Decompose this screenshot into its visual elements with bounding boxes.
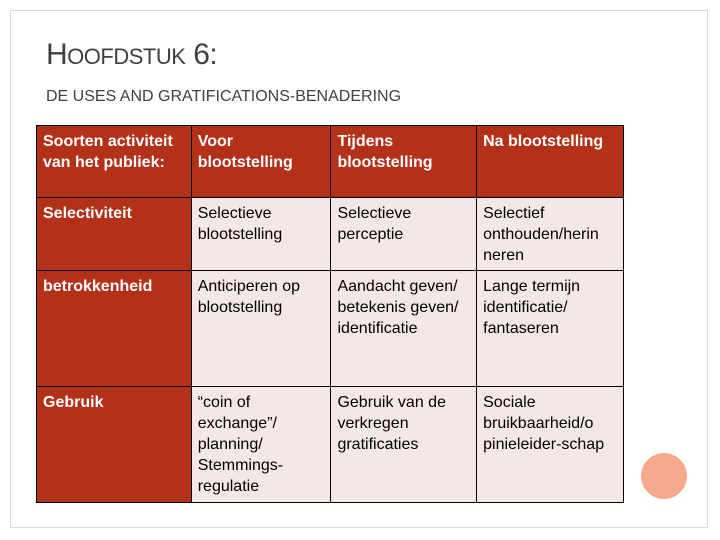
row-header-cell: betrokkenheid [37, 271, 192, 387]
header-cell-during: Tijdens blootstelling [331, 126, 477, 198]
table-row [37, 271, 624, 387]
header-cell-before: Voor blootstelling [191, 126, 331, 198]
table-cell: Sociale bruikbaarheid/o pinieleider-schap [477, 387, 624, 503]
title-number: 6: [185, 38, 218, 71]
table-cell: Aandacht geven/ betekenis geven/ identificatie [331, 271, 477, 387]
header-cell-activity: Soorten activiteit van het publiek: [37, 126, 192, 198]
table-cell: Selectief onthouden/herin neren [477, 198, 624, 271]
table-header-row [37, 126, 624, 198]
slide-title [46, 38, 217, 72]
activity-table [36, 125, 624, 503]
table-row [37, 198, 624, 271]
table-cell: Anticiperen op blootstelling [191, 271, 331, 387]
table-cell: “coin of exchange”/ planning/ Stemmings-regulatie [191, 387, 331, 503]
decorative-circle [641, 453, 687, 499]
table-cell: Selectieve blootstelling [191, 198, 331, 271]
table-cell: Gebruik van de verkregen gratificaties [331, 387, 477, 503]
title-rest: OOFDSTUK [67, 44, 186, 69]
title-first-letter: H [46, 38, 68, 71]
row-header-cell: Selectiviteit [37, 198, 192, 271]
table-row [37, 387, 624, 503]
row-header-cell: Gebruik [37, 387, 192, 503]
table-cell: Lange termijn identificatie/ fantaseren [477, 271, 624, 387]
table-cell: Selectieve perceptie [331, 198, 477, 271]
slide-subtitle: DE USES AND GRATIFICATIONS-BENADERING [46, 88, 402, 105]
header-cell-after: Na blootstelling [477, 126, 624, 198]
